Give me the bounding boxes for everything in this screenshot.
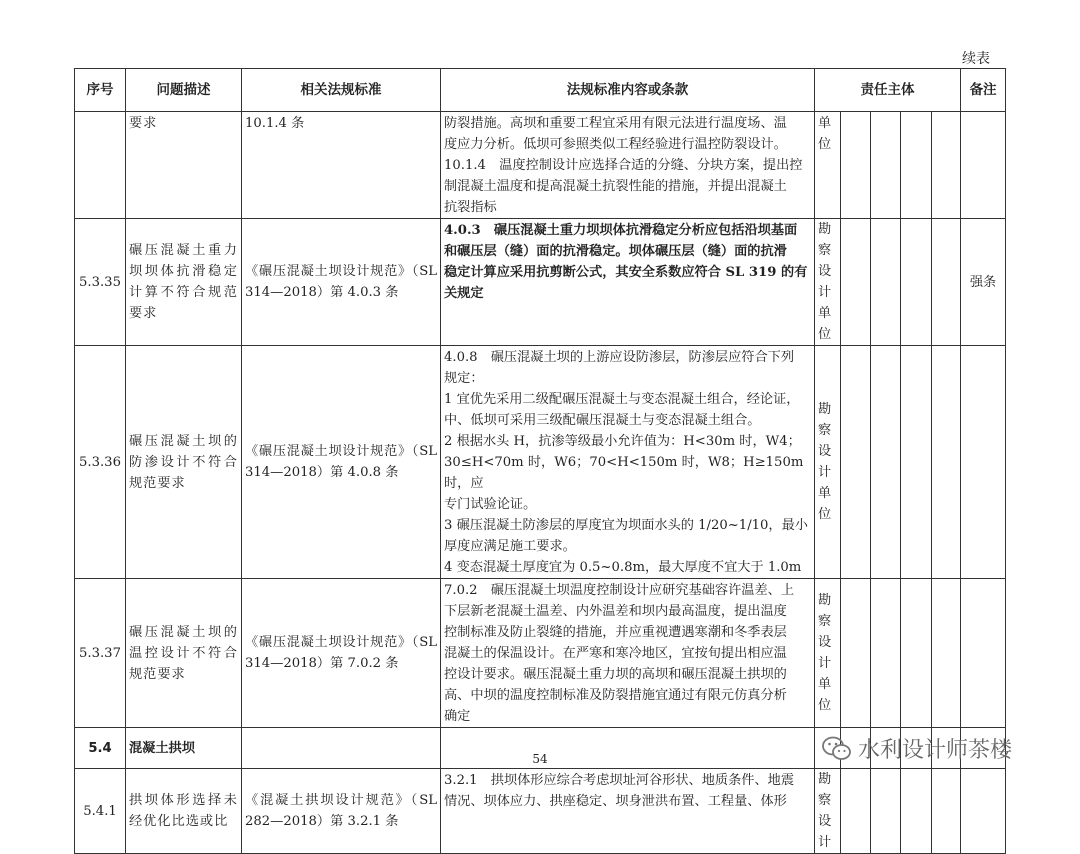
- resp-cell: [901, 219, 932, 346]
- header-no: 序号: [75, 69, 126, 112]
- content-line: 专门试验论证。: [444, 497, 537, 512]
- row-no: 5.3.36: [75, 346, 126, 579]
- row-std: 《碾压混凝土坝设计规范》（SL 314—2018）第 4.0.8 条: [242, 346, 441, 579]
- content-line: 1 宜优先采用二级配碾压混凝土与变态混凝土组合，经论证，: [444, 392, 800, 407]
- row-desc: 要求: [126, 112, 242, 219]
- resp-cell: [932, 112, 961, 219]
- row-std: 《混凝土拱坝设计规范》（SL 282—2018）第 3.2.1 条: [242, 769, 441, 854]
- content-line: 7.0.2 碾压混凝土坝温度控制设计应研究基础容许温差、上: [444, 583, 795, 598]
- content-line: 3 碾压混凝土防渗层的厚度宜为坝面水头的 1/20~1/10，最小: [444, 518, 808, 533]
- resp-cell: [871, 769, 901, 854]
- row-no: [75, 112, 126, 219]
- row-std: 《碾压混凝土坝设计规范》（SL 314—2018）第 4.0.3 条: [242, 219, 441, 346]
- table-row: [75, 112, 1006, 219]
- content-line: 情况、坝体应力、拱座稳定、坝身泄洪布置、工程量、体形: [444, 794, 787, 809]
- section-no: 5.4: [75, 728, 126, 769]
- table-row: [75, 219, 1006, 346]
- header-std: 相关法规标准: [242, 69, 441, 112]
- resp-cell: [901, 579, 932, 728]
- row-resp: 勘察设计单位: [815, 579, 841, 728]
- content-line: 控设计要求。碾压混凝土重力坝的高坝和碾压混凝土拱坝的: [444, 667, 787, 682]
- row-no: 5.3.37: [75, 579, 126, 728]
- row-no: 5.3.35: [75, 219, 126, 346]
- content-line: 控制标准及防止裂缝的措施，并应重视遭遇寒潮和冬季表层: [444, 625, 787, 640]
- row-note: [961, 769, 1006, 854]
- wechat-icon: [822, 736, 852, 762]
- table-row: [75, 346, 1006, 579]
- header-row: [75, 69, 1006, 112]
- content-line: 中、低坝可采用三级配碾压混凝土与变态混凝土组合。: [444, 413, 761, 428]
- row-resp: 勘察设计单位: [815, 219, 841, 346]
- resp-cell: [932, 579, 961, 728]
- table-row: [75, 579, 1006, 728]
- row-desc: 碾压混凝土重力坝坝体抗滑稳定计算不符合规范要求: [126, 219, 242, 346]
- content-line: 确定: [444, 709, 471, 724]
- content-line: 稳定计算应采用抗剪断公式，其安全系数应符合 SL 319 的有: [444, 265, 808, 280]
- resp-cell: [871, 112, 901, 219]
- header-note: 备注: [961, 69, 1006, 112]
- row-desc: 碾压混凝土坝的防渗设计不符合规范要求: [126, 346, 242, 579]
- row-content: [441, 579, 815, 728]
- row-resp: 勘察设计: [815, 769, 841, 854]
- row-note: 强条: [961, 219, 1006, 346]
- resp-cell: [901, 112, 932, 219]
- content-line: 2 根据水头 H，抗渗等级最小允许值为：H<30m 时，W4；: [444, 434, 801, 449]
- content-line: 10.1.4 温度控制设计应选择合适的分缝、分块方案，提出控: [444, 158, 803, 173]
- table-row: [75, 769, 1006, 854]
- content-line: 下层新老混凝土温差、内外温差和坝内最高温度，提出温度: [444, 604, 787, 619]
- watermark: [822, 733, 1012, 764]
- resp-cell: [871, 346, 901, 579]
- content-line: 30≤H<70m 时，W6；70<H<150m 时，W8；H≥150m 时，应: [444, 455, 804, 491]
- resp-cell: [932, 219, 961, 346]
- row-resp: 单位: [815, 112, 841, 219]
- resp-cell: [901, 346, 932, 579]
- row-resp: 勘察设计单位: [815, 346, 841, 579]
- content-line: 规定：: [444, 371, 484, 386]
- row-content: [441, 769, 815, 854]
- resp-cell: [841, 112, 871, 219]
- content-line: 4.0.8 碾压混凝土坝的上游应设防渗层，防渗层应符合下列: [444, 350, 795, 365]
- header-resp: 责任主体: [815, 69, 961, 112]
- section-title: 混凝土拱坝: [126, 728, 242, 769]
- row-note: [961, 579, 1006, 728]
- row-no: 5.4.1: [75, 769, 126, 854]
- content-line: 4 变态混凝土厚度宜为 0.5~0.8m，最大厚度不宜大于 1.0m: [444, 560, 802, 575]
- row-std: 《碾压混凝土坝设计规范》（SL 314—2018）第 7.0.2 条: [242, 579, 441, 728]
- resp-cell: [841, 346, 871, 579]
- resp-cell: [932, 346, 961, 579]
- content-line: 混凝土的保温设计。在严寒和寒冷地区，宜按旬提出相应温: [444, 646, 787, 661]
- header-content: 法规标准内容或条款: [441, 69, 815, 112]
- resp-cell: [932, 769, 961, 854]
- content-line: 抗裂指标: [444, 200, 497, 215]
- resp-cell: [841, 769, 871, 854]
- page-number: 54: [532, 752, 548, 766]
- content-line: 关规定: [444, 286, 484, 301]
- row-content: [441, 112, 815, 219]
- row-content: [441, 346, 815, 579]
- content-line: 4.0.3 碾压混凝土重力坝坝体抗滑稳定分析应包括沿坝基面: [444, 223, 798, 238]
- row-content: [441, 219, 815, 346]
- row-note: [961, 112, 1006, 219]
- content-line: 度应力分析。低坝可参照类似工程经验进行温控防裂设计。: [444, 137, 787, 152]
- content-line: 厚度应满足施工要求。: [444, 539, 576, 554]
- row-desc: 碾压混凝土坝的温控设计不符合规范要求: [126, 579, 242, 728]
- content-line: 3.2.1 拱坝体形应综合考虑坝址河谷形状、地质条件、地震: [444, 773, 795, 788]
- resp-cell: [841, 219, 871, 346]
- header-desc: 问题描述: [126, 69, 242, 112]
- resp-cell: [901, 769, 932, 854]
- content-line: 制混凝土温度和提高混凝土抗裂性能的措施，并提出混凝土: [444, 179, 787, 194]
- resp-cell: [871, 219, 901, 346]
- content-line: 和碾压层（缝）面的抗滑稳定。坝体碾压层（缝）面的抗滑: [444, 244, 787, 259]
- row-note: [961, 346, 1006, 579]
- resp-cell: [841, 579, 871, 728]
- row-std: 10.1.4 条: [242, 112, 441, 219]
- content-line: 高、中坝的温度控制标准及防裂措施宜通过有限元仿真分析: [444, 688, 787, 703]
- watermark-text: 水利设计师茶楼: [858, 738, 1013, 763]
- continued-label: 续表: [962, 51, 990, 67]
- resp-cell: [871, 579, 901, 728]
- content-line: 防裂措施。高坝和重要工程宜采用有限元法进行温度场、温: [444, 116, 787, 131]
- row-desc: 拱坝体形选择未经优化比选或比: [126, 769, 242, 854]
